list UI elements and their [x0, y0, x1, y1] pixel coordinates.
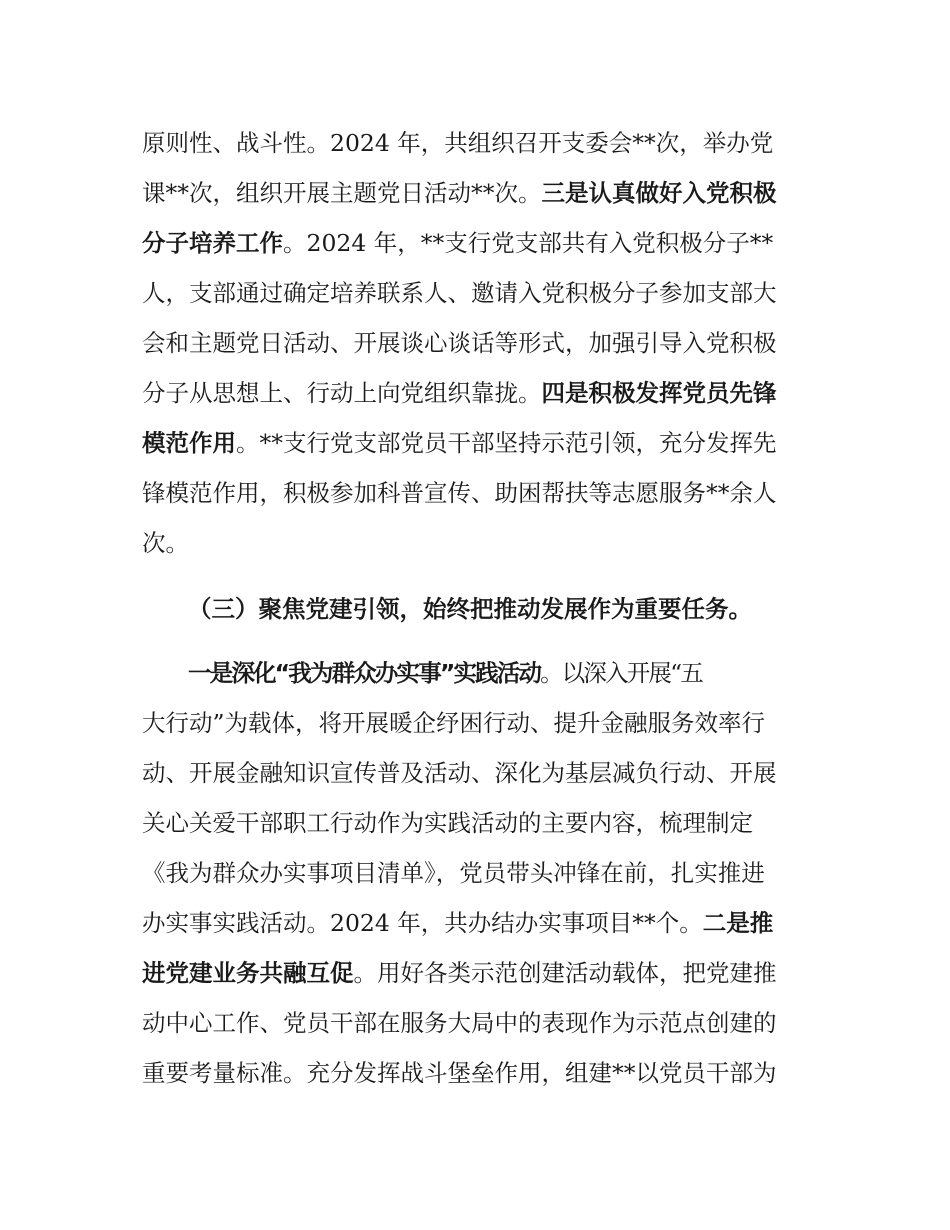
text-span: 次。 [142, 529, 189, 557]
paragraph-1-line-2 [142, 177, 812, 209]
text-span: 关心关爱干部职工行动作为实践活动的主要内容，梳理制定 [142, 809, 753, 837]
text-span: 《我为群众办实事项目清单》，党员带头冲锋在前，扎实推进 [142, 859, 765, 887]
paragraph-1-line-8 [142, 477, 812, 509]
bold-lead-text: 模范作用 [142, 429, 236, 457]
text-span: 锋模范作用，积极参加科普宣传、助困帮扶等志愿服务**余人 [142, 479, 777, 507]
bold-lead-text: 三是认真做好入党积极 [541, 179, 777, 207]
paragraph-2-line-3 [142, 757, 812, 789]
paragraph-2-line-6 [142, 907, 812, 939]
paragraph-1-line-1 [142, 127, 812, 159]
text-span: 会和主题党日活动、开展谈心谈话等形式，加强引导入党积极 [142, 329, 777, 357]
paragraph-1-line-3 [142, 227, 812, 259]
bold-lead-text: 四是积极发挥党员先锋 [541, 379, 777, 407]
section-heading: （三）聚焦党建引领，始终把推动发展作为重要任务。 [188, 595, 752, 623]
text-span: 重要考量标准。充分发挥战斗堡垒作用，组建**以党员干部为 [142, 1059, 777, 1087]
text-span: 。2024 年，**支行党支部共有入党积极分子** [283, 229, 774, 257]
paragraph-2-line-8 [142, 1007, 812, 1039]
paragraph-1-line-4 [142, 277, 812, 309]
text-span: 动中心工作、党员干部在服务大局中的表现作为示范点创建的 [142, 1009, 777, 1037]
paragraph-1-line-7 [142, 427, 812, 459]
paragraph-2-line-4 [142, 807, 812, 839]
paragraph-1-line-5 [142, 327, 812, 359]
text-span: 人，支部通过确定培养联系人、邀请入党积极分子参加支部大 [142, 279, 777, 307]
text-span: 原则性、战斗性。2024 年，共组织召开支委会**次，举办党 [142, 129, 774, 157]
paragraph-1-line-9 [142, 527, 812, 559]
text-span: 。**支行党支部党员干部坚持示范引领，充分发挥先 [236, 429, 777, 457]
paragraph-1-line-6 [142, 377, 812, 409]
text-span: 课**次，组织开展主题党日活动**次。 [142, 179, 542, 207]
bold-lead-text: 一是深化“我为群众办实事”实践活动 [188, 659, 541, 687]
paragraph-2-line-9 [142, 1057, 812, 1089]
text-span: 。以深入开展“五 [540, 659, 702, 687]
text-span: 动、开展金融知识宣传普及活动、深化为基层减负行动、开展 [142, 759, 777, 787]
text-span: 分子从思想上、行动上向党组织靠拢。 [142, 379, 542, 407]
bold-lead-text: 分子培养工作 [142, 229, 283, 257]
paragraph-2-line-7 [142, 957, 812, 989]
paragraph-2-line-5 [142, 857, 812, 889]
paragraph-2-line-1 [188, 657, 858, 689]
text-span: 办实事实践活动。2024 年，共办结办实事项目**个。 [142, 909, 703, 937]
paragraph-2-line-2 [142, 707, 812, 739]
text-span: 。用好各类示范创建活动载体，把党建推 [353, 959, 777, 987]
bold-lead-text: 进党建业务共融互促 [142, 959, 354, 987]
bold-lead-text: 二是推 [702, 909, 774, 937]
text-span: 大行动”为载体，将开展暖企纾困行动、提升金融服务效率行 [142, 709, 766, 737]
